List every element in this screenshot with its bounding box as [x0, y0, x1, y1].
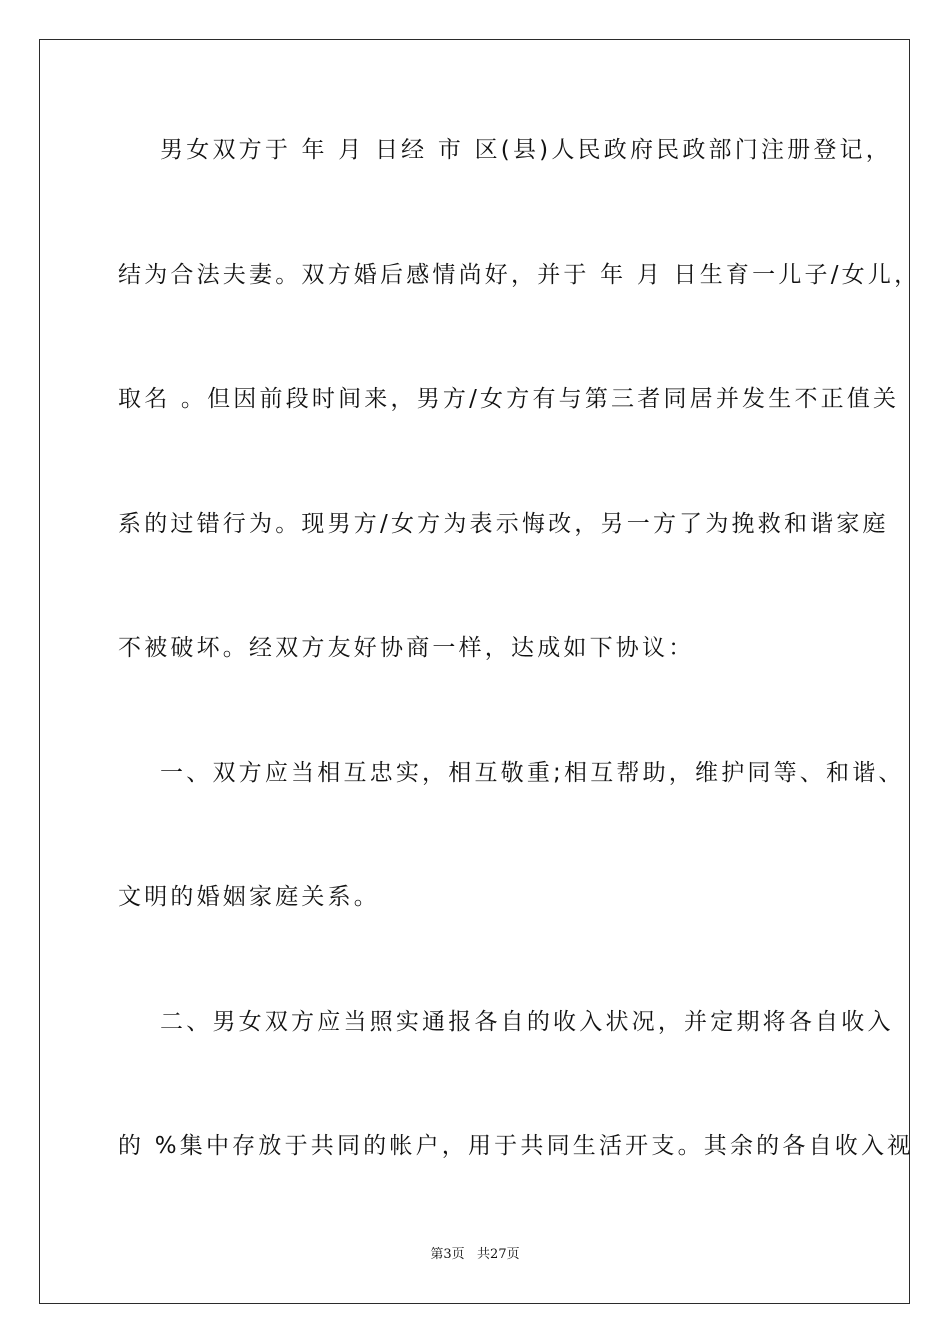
paragraph-line-5: 不被破坏。经双方友好协商一样，达成如下协议： [118, 635, 695, 661]
paragraph-line-7: 文明的婚姻家庭关系。 [118, 884, 380, 910]
paragraph-line-9: 的 %集中存放于共同的帐户，用于共同生活开支。其余的各自收入视 [118, 1133, 914, 1159]
page-border [39, 39, 910, 1304]
page-number-footer: 第3页 共27页 [430, 1247, 520, 1262]
paragraph-line-6: 一、双方应当相互忠实，相互敬重;相互帮助，维护同等、和谐、 [118, 760, 905, 786]
paragraph-line-1: 男女双方于 年 月 日经 市 区(县)人民政府民政部门注册登记， [118, 137, 892, 163]
paragraph-line-3: 取名 。但因前段时间来，男方/女方有与第三者同居并发生不正值关 [118, 386, 900, 412]
paragraph-line-4: 系的过错行为。现男方/女方为表示悔改，另一方了为挽救和谐家庭 [118, 511, 889, 537]
paragraph-line-8: 二、男女双方应当照实通报各自的收入状况，并定期将各自收入 [118, 1009, 894, 1035]
paragraph-line-2: 结为合法夫妻。双方婚后感情尚好，并于 年 月 日生育一儿子/女儿， [118, 262, 921, 288]
